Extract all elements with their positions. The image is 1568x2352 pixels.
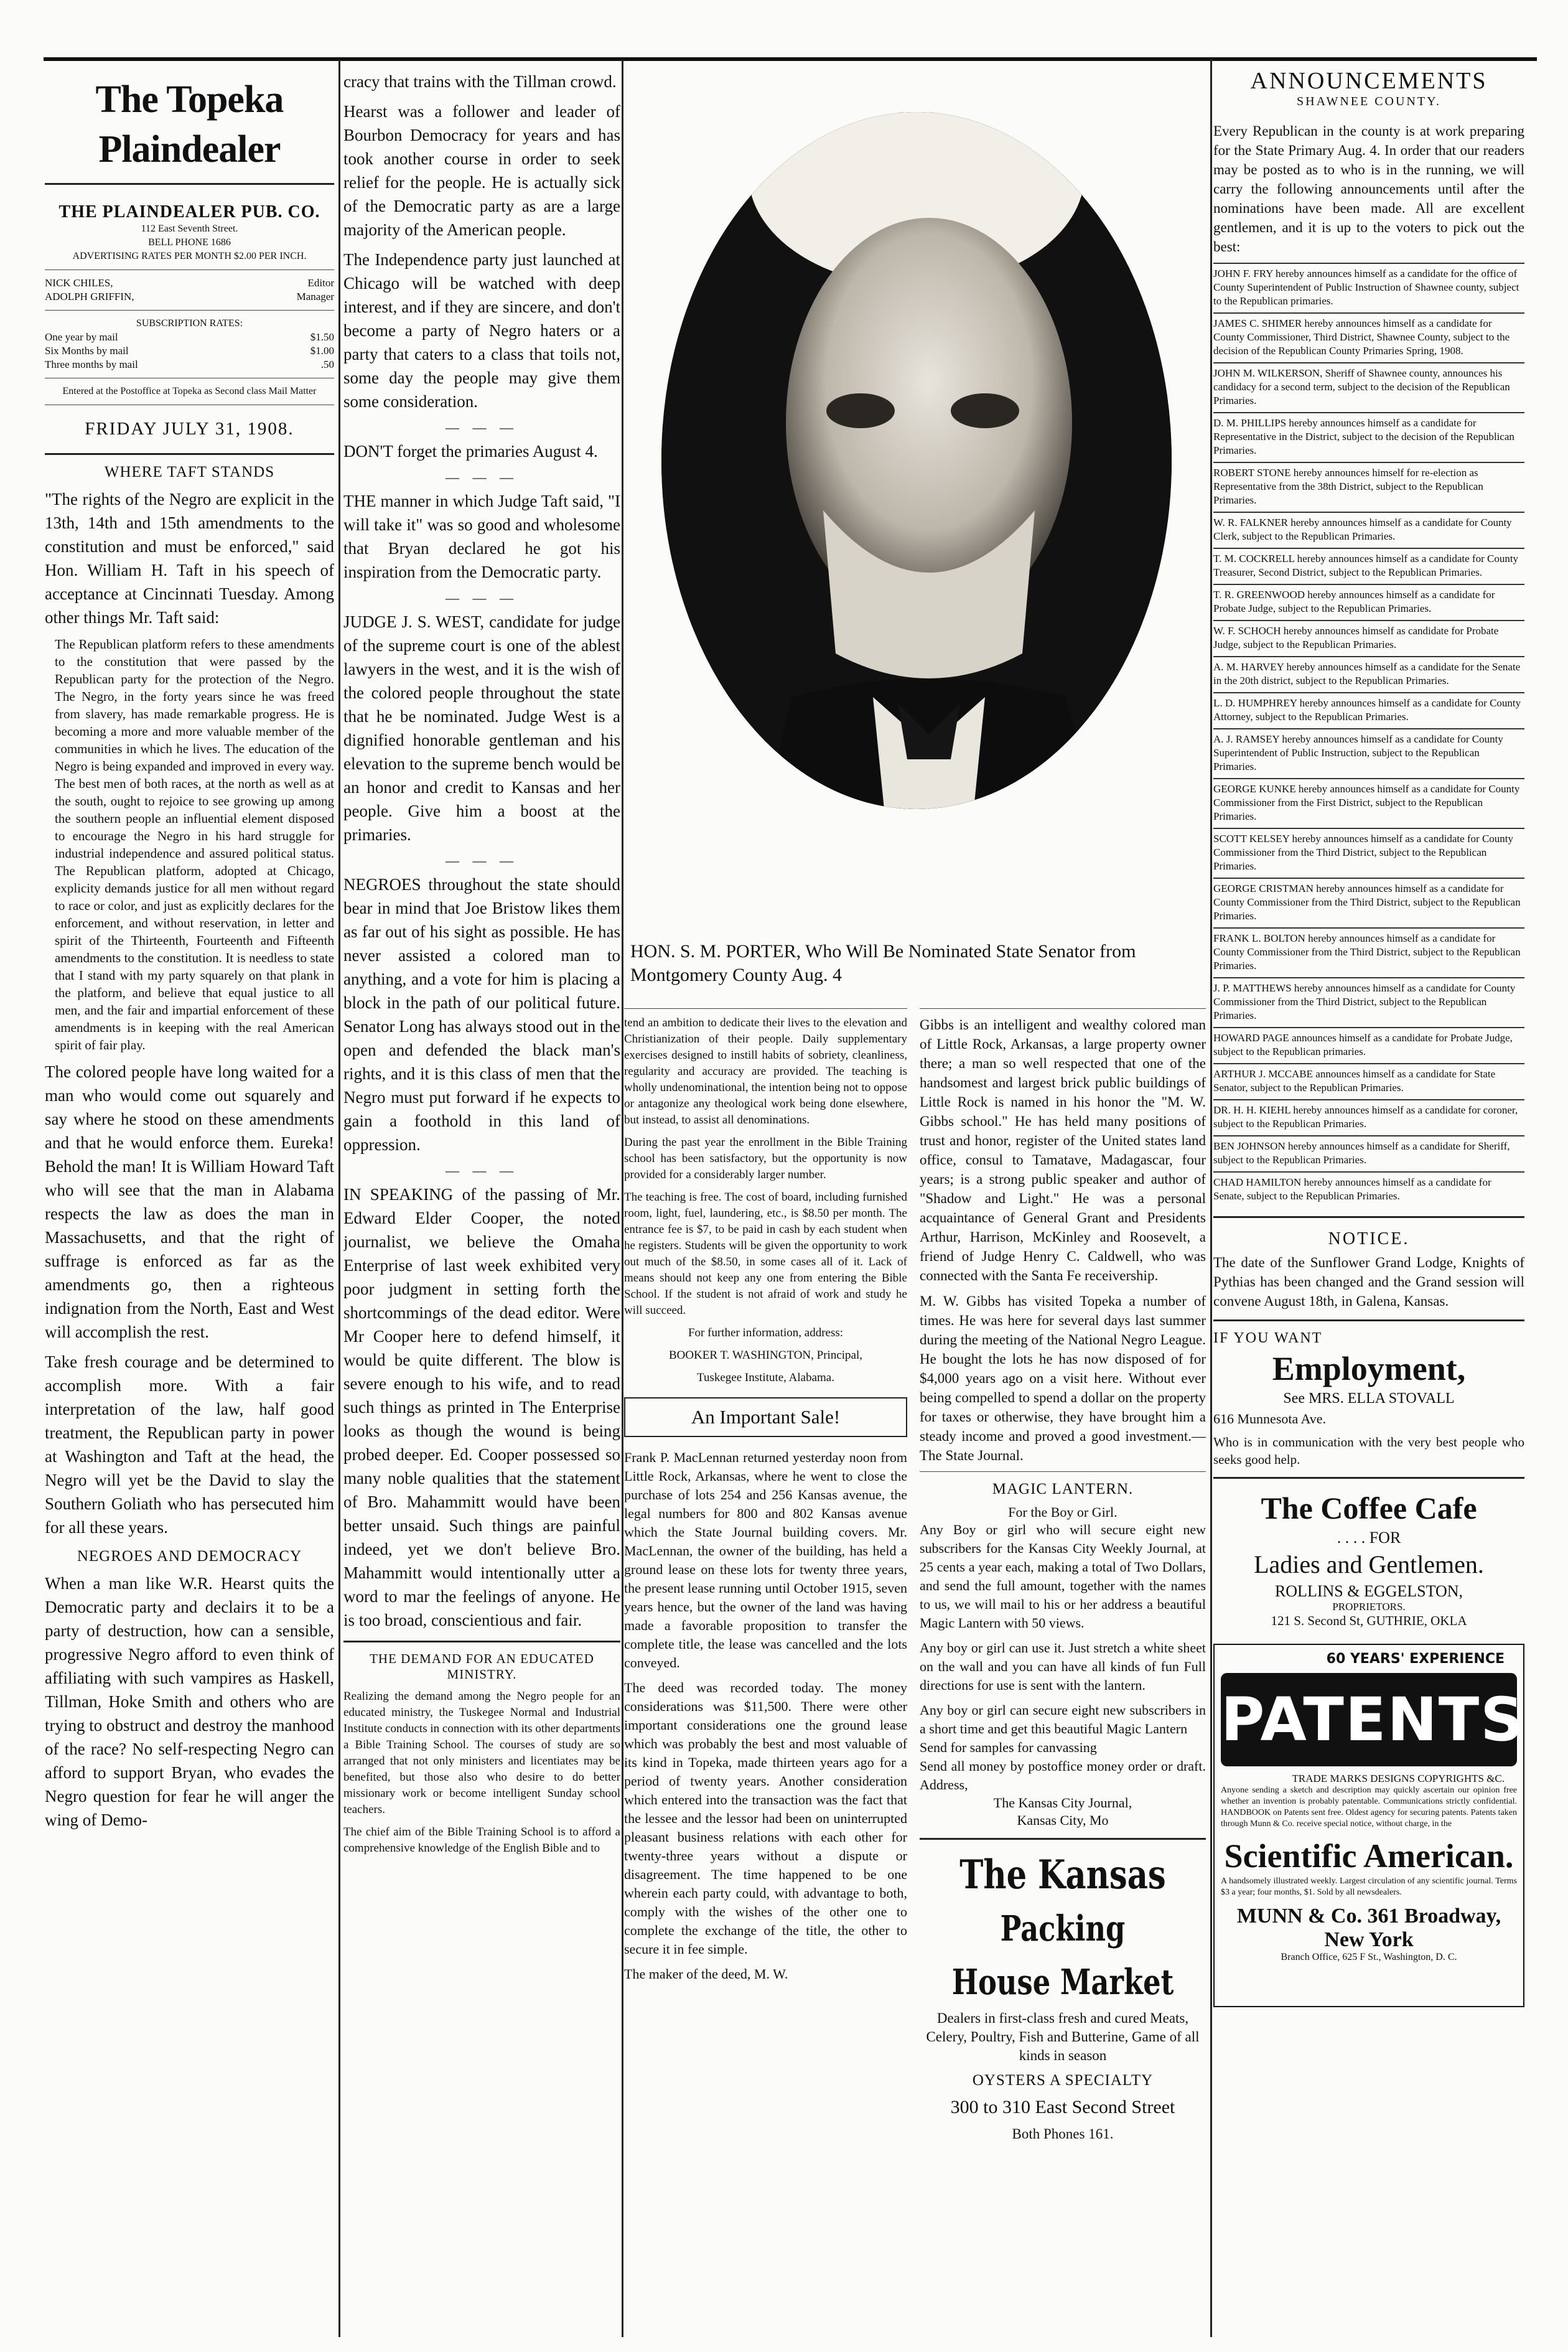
divider — [920, 1471, 1206, 1472]
announcement-item: W. R. FALKNER hereby announces himself as a candidate for County Clerk, subject to the Republican Primaries. — [1213, 512, 1524, 548]
ad-proprietors-label: PROPRIETORS. — [1332, 1601, 1406, 1613]
divider: — — — — [446, 419, 518, 435]
article-paragraph: The colored people have long waited for a man who would come out squarely and say where he stood on these amendments and that he would enforce them. Eureka! Behold the man! It is William Howard Taft who will see that the man in Alabama respects the law as does the man in Massachusetts, and that the right of suffrage is enforced as far as the amendments go, then a righteous indignation from the North, East and West will accomplish the rest. — [45, 1062, 334, 1341]
article-paragraph: tend an ambition to dedicate their lives to the elevation and Christianization of their people. Daily supplementary exercises designed to instill habits of sobriety, cleanliness, regularity and accuracy are provided. The teaching is wholly undenominational, the intention being not to oppose or antagonize any theological work being done elsewhere, but instead, to assist all denominations. — [624, 1016, 907, 1127]
announcement-item: HOWARD PAGE announces himself as a candidate for Probate Judge, subject to the Republican primaries. — [1213, 1027, 1524, 1063]
rate-row — [45, 358, 334, 372]
article-paragraph: The chief aim of the Bible Training School is to afford a comprehensive knowledge of the English Bible and to — [343, 1825, 620, 1855]
quote-block — [45, 635, 334, 1054]
portrait-image — [637, 75, 1197, 946]
article-paragraph: The deed was recorded today. The money considerations was $11,500. There were other important considerations one the ground lease which was probably the best and most valuable of its kind in Topeka, made thirteen years ago for a period of twenty years. Another consideration which entered into the transaction was the fact that the lessee and the lessor had been on uninterrupted pleasant business relations with each other for twenty-three years without a dispute or disagreement. The time happened to be one wherein each party could, with advantage to both, comply with the wishes of the other one to complete the exchange of the title, the other to secure it in fee simple. — [624, 1680, 907, 1957]
publisher-phone: BELL PHONE 1686 — [148, 237, 231, 248]
column-2 — [343, 62, 620, 2340]
article-paragraph: When a man like W.R. Hearst quits the Democratic party and declairs it to be a party of destruction, how can a sensible, progressive Negro afford to even think of affiliating with such vampires as Haskell, Tillman, Hoke Smith and others who are trying to obstruct and destroy the manhood of the race? No self-respecting Negro can afford to support Bryan, who evades the Negro question for fear he will anger the wing of Demo- — [45, 1574, 334, 1829]
divider — [343, 1641, 620, 1642]
rate-price: $1.00 — [310, 345, 334, 357]
divider: — — — — [446, 1163, 518, 1178]
column-3 — [624, 62, 1208, 2340]
staff-row — [45, 276, 334, 290]
rate-price: .50 — [320, 358, 334, 370]
ad-text: Who is in communication with the very best people who seeks good help. — [1213, 1435, 1524, 1467]
column-1 — [45, 62, 334, 2340]
divider — [45, 183, 334, 185]
article-paragraph: M. W. Gibbs has visited Topeka a number of times. He was here for several days last summer during the meeting of the National Negro League. He bought the lots he has now disposed of for $4,000 years ago on a visit here. Without ever being compelled to spend a dollar on the property for taxes or otherwise, they have brought him a steady income and proved a good investment.—The State Journal. — [920, 1293, 1206, 1463]
patents-fine-print: A handsomely illustrated weekly. Largest circulation of any scientific journal. Terms $3 a year; four months, $1. Sold by all newsdealers. — [1221, 1876, 1517, 1897]
announcement-item: JOHN F. FRY hereby announces himself as a candidate for the office of County Superintendent of Public Instruction of Shawnee county, subject to the Republican primaries. — [1213, 263, 1524, 312]
divider — [920, 1838, 1206, 1840]
announcement-item: DR. H. H. KIEHL hereby announces himself as a candidate for coroner, subject to the Republican Primaries. — [1213, 1099, 1524, 1135]
patents-years: 60 YEARS' EXPERIENCE — [1326, 1651, 1505, 1667]
article-subhead: For the Boy or Girl. — [1008, 1504, 1118, 1520]
article-paragraph: cracy that trains with the Tillman crowd. — [343, 72, 617, 91]
article-paragraph: Send all money by postoffice money order or draft. Address, — [920, 1758, 1206, 1792]
signature: Tuskegee Institute, Alabama. — [697, 1371, 834, 1384]
top-rule — [44, 57, 1537, 61]
announcement-item: JAMES C. SHIMER hereby announces himself as a candidate for County Commissioner, Third District, Shawnee County, subject to the decision of the Republican County Primaries Spring, 1908. — [1213, 312, 1524, 362]
portrait-caption: HON. S. M. PORTER, Who Will Be Nominated State Senator from Montgomery County Aug. 4 — [630, 941, 1136, 985]
article-paragraph: Any Boy or girl who will secure eight new subscribers for the Kansas City Weekly Journal, at 25 cents a year each, making a total of Two Dollars, and send the full amount, together with the names to us, we will mail to his or her address a beautiful Magic Lantern with 50 views. — [920, 1522, 1206, 1631]
announcement-item: T. M. COCKRELL hereby announces himself as a candidate for County Treasurer, Second District, subject to the Republican Primaries. — [1213, 548, 1524, 584]
divider: — — — — [446, 853, 518, 868]
ad-coffee-title: The Coffee Cafe — [1261, 1491, 1477, 1525]
article-paragraph: The Independence party just launched at Chicago will be watched with deep interest, and if they are sincere, and don't become a party of Negro haters or a party that caters to a class that toils not, some day the people may give them some consideration. — [343, 250, 620, 411]
article-headline: WHERE TAFT STANDS — [104, 464, 275, 480]
ad-text: OYSTERS A SPECIALTY — [972, 2072, 1154, 2089]
announcements-subtitle: SHAWNEE COUNTY. — [1297, 95, 1441, 108]
announcement-item: SCOTT KELSEY hereby announces himself as a candidate for County Commissioner from the Third District, subject to the Republican Primaries. — [1213, 828, 1524, 878]
portrait-photo — [637, 75, 1197, 946]
announcement-item: L. D. HUMPHREY hereby announces himself as a candidate for County Attorney, subject to the Republican Primaries. — [1213, 692, 1524, 728]
article-paragraph: THE manner in which Judge Taft said, "I will take it" was so good and wholesome that Bryan declared he got his inspiration from the Democratic party. — [343, 492, 620, 581]
divider — [45, 453, 334, 455]
staff-role: Manager — [296, 291, 334, 302]
ad-want: IF YOU WANT — [1213, 1330, 1323, 1346]
ad-proprietors-names: ROLLINS & EGGELSTON, — [1274, 1582, 1463, 1600]
announcement-item: J. P. MATTHEWS hereby announces himself as a candidate for County Commissioner from the Third District, subject to the Republican Primaries. — [1213, 977, 1524, 1027]
article-paragraph: JUDGE J. S. WEST, candidate for judge of the supreme court is one of the ablest lawyers in the west, and it is the wish of the colored people throughout the state that he be nominated. Judge West is a dignified honorable gentleman and his elevation to the supreme bench would be an honor and credit to Kansas and her people. Give him a boost at the primaries. — [343, 612, 620, 844]
article-paragraph: Frank P. MacLennan returned yesterday noon from Little Rock, Arkansas, where he went to close the purchase of lots 254 and 256 Kansas avenue, the legal numbers for 800 and 802 Kansas avenue which the State Journal building covers. Mr. MacLennan, the owner of the building, has held a ground lease on these lots for twenty three years, the present lease running until October 1915, seven years hence, but the owner of the land was having made a favorable proposition to transfer the complete title, the lease was cancelled and the lots conveyed. — [624, 1450, 907, 1670]
scientific-american-title: Scientific American. — [1224, 1837, 1514, 1875]
ad-ladies: Ladies and Gentlemen. — [1254, 1550, 1484, 1578]
ad-phone: Both Phones 161. — [1012, 2126, 1114, 2142]
announcements-title: ANNOUNCEMENTS — [1250, 68, 1488, 94]
rate-row — [45, 344, 334, 358]
patents-fine-print: Anyone sending a sketch and description may quickly ascertain our opinion free whether an invention is probably patentable. Communications strictly confidential. HANDBOOK on Patents sent free. Oldest agency for securing patents. Patents taken through Munn & Co. receive special notice, without charge, in the — [1221, 1786, 1517, 1829]
column-divider — [622, 59, 623, 2337]
patents-trade: TRADE MARKS DESIGNS COPYRIGHTS &C. — [1292, 1773, 1505, 1784]
article-paragraph: The maker of the deed, M. W. — [624, 1966, 788, 1982]
announcement-item: A. M. HARVEY hereby announces himself as a candidate for the Senate in the 20th district, subject to the Republican Primaries. — [1213, 656, 1524, 692]
issue-date: FRIDAY JULY 31, 1908. — [85, 419, 294, 439]
article-headline: NEGROES AND DEMOCRACY — [77, 1548, 302, 1565]
masthead-title: The Topeka Plaindealer — [95, 78, 284, 171]
advertising-rates: ADVERTISING RATES PER MONTH $2.00 PER INCH. — [72, 251, 307, 261]
article-paragraph: Hearst was a follower and leader of Bourbon Democracy for years and has took another course in order to seek relief for the people. He is actually sick of the Democratic party as are a large majority of the American people. — [343, 102, 620, 239]
article-paragraph: For further information, address: — [688, 1326, 844, 1339]
announcement-item: A. J. RAMSEY hereby announces himself as a candidate for County Superintendent of Public Instruction, subject to the Republican Primaries. — [1213, 728, 1524, 778]
article-paragraph: DON'T forget the primaries August 4. — [343, 442, 598, 461]
rate-row — [45, 330, 334, 344]
announcement-item: ARTHUR J. MCCABE announces himself as a candidate for State Senator, subject to the Republican Primaries. — [1213, 1063, 1524, 1099]
ad-contact: See MRS. ELLA STOVALL — [1283, 1390, 1455, 1407]
article-paragraph: Send for samples for canvassing — [920, 1740, 1097, 1755]
address-line: The Kansas City Journal, — [993, 1795, 1132, 1811]
notice-text: The date of the Sunflower Grand Lodge, Knights of Pythias has been changed and the Grand session will convene August 18th, in Galena, Kansas. — [1213, 1255, 1524, 1309]
ad-title: The Kansas — [959, 1852, 1166, 1898]
article-paragraph: During the past year the enrollment in the Bible Training school has been satisfactory, but the opportunity is now provided for a considerably larger number. — [624, 1136, 907, 1181]
subscription-heading: SUBSCRIPTION RATES: — [136, 318, 243, 329]
rate-term: Six Months by mail — [45, 345, 129, 357]
address-line: Kansas City, Mo — [1017, 1812, 1109, 1828]
munn-branch: Branch Office, 625 F St., Washington, D. C. — [1281, 1952, 1457, 1962]
article-paragraph: Take fresh courage and be determined to accomplish more. With a fair interpretation of the law, half good treatment, the Republican party in power at Washington and Taft at the head, the Negro will yet be the David to slay the Southern Goliath who has persecuted him for all these years. — [45, 1352, 334, 1537]
announcement-item: CHAD HAMILTON hereby announces himself as a candidate for Senate, subject to the Republican Primaries. — [1213, 1171, 1524, 1207]
signature: BOOKER T. WASHINGTON, Principal, — [668, 1349, 863, 1362]
announcement-item: GEORGE KUNKE hereby announces himself as a candidate for County Commissioner from the First District, subject to the Republican Primaries. — [1213, 778, 1524, 828]
announcement-item: ROBERT STONE hereby announces himself for re-election as Representative from the 38th District, subject to the Republican Primaries. — [1213, 462, 1524, 512]
ad-for: . . . . FOR — [1337, 1529, 1401, 1547]
announcement-item: T. R. GREENWOOD hereby announces himself as a candidate for Probate Judge, subject to the Republican Primaries. — [1213, 584, 1524, 620]
publisher-address: 112 East Seventh Street. — [141, 223, 238, 234]
patents-ad — [1213, 1644, 1524, 2007]
ad-coffee-address: 121 S. Second St, GUTHRIE, OKLA — [1271, 1613, 1467, 1628]
announcements-intro: Every Republican in the county is at work preparing for the State Primary Aug. 4. In order that our readers may be posted as to who is in the running, we will carry the following announcements until after the nominations have been made. All are excellent gentlemen, and it is up to the voters to pick out the best: — [1213, 123, 1524, 255]
divider — [1213, 1216, 1524, 1218]
ad-address: 616 Munnesota Ave. — [1213, 1411, 1327, 1427]
divider — [920, 1008, 1206, 1009]
staff-name: NICK CHILES, — [45, 277, 113, 289]
announcement-item: BEN JOHNSON hereby announces himself as a candidate for Sheriff, subject to the Republican Primaries. — [1213, 1135, 1524, 1171]
article-paragraph: "The rights of the Negro are explicit in the 13th, 14th and 15th amendments to the constitution and must be enforced," said Hon. William H. Taft in his speech of acceptance at Cincinnati Tuesday. Among other things Mr. Taft said: — [45, 490, 334, 627]
rate-term: Three months by mail — [45, 358, 138, 370]
article-paragraph: IN SPEAKING of the passing of Mr. Edward Elder Cooper, the noted journalist, we believe the Omaha Enterprise of last week exhibited very poor judgment in setting forth the shortcommings of the dead editor. Were Mr Cooper here to defend himself, it would be quite different. The blow is severe enough to his wife, and to read such things as printed in The Enterprise looks as though the wound is being probed deeper. Ed. Cooper possessed so many noble qualities that the statement of Bro. Mahammitt would have been better unsaid. Such things are painful indeed, yet we don't believe Bro. Mahammitt would intentionally utter a word to mar the feelings of anyone. He is too broad, conscientious and fair. — [343, 1185, 620, 1629]
article-paragraph: Gibbs is an intelligent and wealthy colored man of Little Rock, Arkansas, a large property owner there; a man so well respected that one of the handsomest and largest brick public buildings of Little Rock is named in his honor the "M. W. Gibbs school." He has held many positions of trust and honor, register of the United states land office, consul to Tamatave, Madagascar, four years; is a strong public speaker and author of "Shadow and Light." He was a personal acquaintance of General Grant and Presidents Arthur, Harrison, McKinley and Roosevelt, a friend of Judge Henry C. Caldwell, who was connected with the Santa Fe receivership. — [920, 1017, 1206, 1283]
headline-box: An Important Sale! — [624, 1397, 907, 1437]
article-paragraph: NEGROES throughout the state should bear in mind that Joe Bristow likes them as far out of his sight as possible. He has never assisted a colored man to anything, and a vote for him is placing a block in the path of our political future. Senator Long has always stood out in the open and defended the black man's rights, and it is this class of men that the Negro must put forward if he expects to gain a foothold in this land of oppression. — [343, 875, 620, 1154]
column-3-right — [920, 1002, 1206, 2150]
column-4 — [1213, 62, 1524, 2340]
publisher-name: THE PLAINDEALER PUB. CO. — [58, 202, 320, 222]
column-3-left — [624, 1002, 907, 1990]
munn-address: MUNN & Co. 361 Broadway, New York — [1236, 1905, 1501, 1951]
divider — [624, 1008, 907, 1009]
rate-price: $1.50 — [310, 331, 334, 343]
entry-note: Entered at the Postoffice at Topeka as Second class Mail Matter — [62, 386, 317, 396]
column-divider — [338, 59, 340, 2337]
quote-text: The Republican platform refers to these amendments to the constitution that were passed by the Republican party for the protection of the Negro. The Negro, in the forty years since he was freed from slavery, has made remarkable progress. He is becoming a more and more valuable member of the communities in which he lives. The education of the Negro is being expanded and improved in every way. The best men of both races, at the north as well as at the south, ought to rejoice to see growing up among the southern people an influential element disposed to encourage the Negro in his hard struggle for industrial independence and assured political status. The Republican platform, adopted at Chicago, explicity demands justice for all men without regard to race or color, and just as explicitly declares for the enforcement, and without reservation, in letter and spirit of the Thirteenth, Fourteenth and Fifteenth amendments to the constitution. It is needless to state that I stand with my party squarely on that plank in the platform, and believe that equal justice to all men, and the fair and impartial enforcement of these amendments is in keeping with the real American spirit of fair play. — [55, 637, 334, 1052]
announcement-item: W. F. SCHOCH hereby announces himself as candidate for Probate Judge, subject to the Republican Primaries. — [1213, 620, 1524, 656]
article-paragraph: The teaching is free. The cost of board, including furnished room, light, fuel, laundering, etc., is $8.50 per month. The entrance fee is $7, to be paid in cash by each student when he registers. Students will be given the opportunity to work out much of the $8.50, in some cases all of it. Lack of means should not keep any one from entering the Bible School. If the student is not afraid of work and study he will succeed. — [624, 1191, 907, 1317]
column-divider — [1210, 59, 1212, 2337]
announcement-item: GEORGE CRISTMAN hereby announces himself as a candidate for County Commissioner from the Third District, subject to the Republican Primaries. — [1213, 878, 1524, 927]
notice-title: NOTICE. — [1328, 1229, 1410, 1249]
patents-logo: PATENTS — [1221, 1673, 1517, 1766]
rate-term: One year by mail — [45, 331, 118, 343]
divider — [45, 310, 334, 311]
staff-name: ADOLPH GRIFFIN, — [45, 291, 134, 302]
divider — [45, 269, 334, 270]
divider: — — — — [446, 590, 518, 606]
announcement-item: JOHN M. WILKERSON, Sheriff of Shawnee county, announces his candidacy for a second term, subject to the decision of the Republican Primaries. — [1213, 362, 1524, 412]
divider — [1213, 1477, 1524, 1479]
article-paragraph: Any boy or girl can secure eight new subscribers in a short time and get this beautiful Magic Lantern — [920, 1702, 1206, 1736]
divider: — — — — [446, 469, 518, 485]
announcement-item: D. M. PHILLIPS hereby announces himself as a candidate for Representative in the District, subject to the decision of the Republican Primaries. — [1213, 412, 1524, 462]
article-paragraph: Any boy or girl can use it. Just stretch a white sheet on the wall and you can have all kinds of fun Full directions for use is sent with the lantern. — [920, 1640, 1206, 1693]
staff-row — [45, 290, 334, 304]
ad-title: Packing House Market — [951, 1908, 1174, 2003]
article-headline: THE DEMAND FOR AN EDUCATED MINISTRY. — [370, 1651, 594, 1682]
divider — [1213, 1319, 1524, 1321]
ad-employment: Employment, — [1272, 1350, 1466, 1387]
staff-role: Editor — [307, 277, 334, 289]
ad-text: Dealers in first-class fresh and cured Meats, Celery, Poultry, Fish and Butterine, Game of all kinds in season — [926, 2010, 1200, 2063]
article-paragraph: Realizing the demand among the Negro people for an educated ministry, the Tuskegee Normal and Industrial Institute conducts in connection with its other departments a Bible Training School. The courses of study are so arranged that not only ministers and licentiates may be benefited, but those also who desire to do better missionary work or become intelligent Sunday school teachers. — [343, 1690, 620, 1816]
ad-address: 300 to 310 East Second Street — [950, 2097, 1175, 2117]
announcement-item: FRANK L. BOLTON hereby announces himself as a candidate for County Commissioner from the Third District, subject to the Republican Primaries. — [1213, 927, 1524, 977]
article-headline: MAGIC LANTERN. — [992, 1481, 1134, 1497]
